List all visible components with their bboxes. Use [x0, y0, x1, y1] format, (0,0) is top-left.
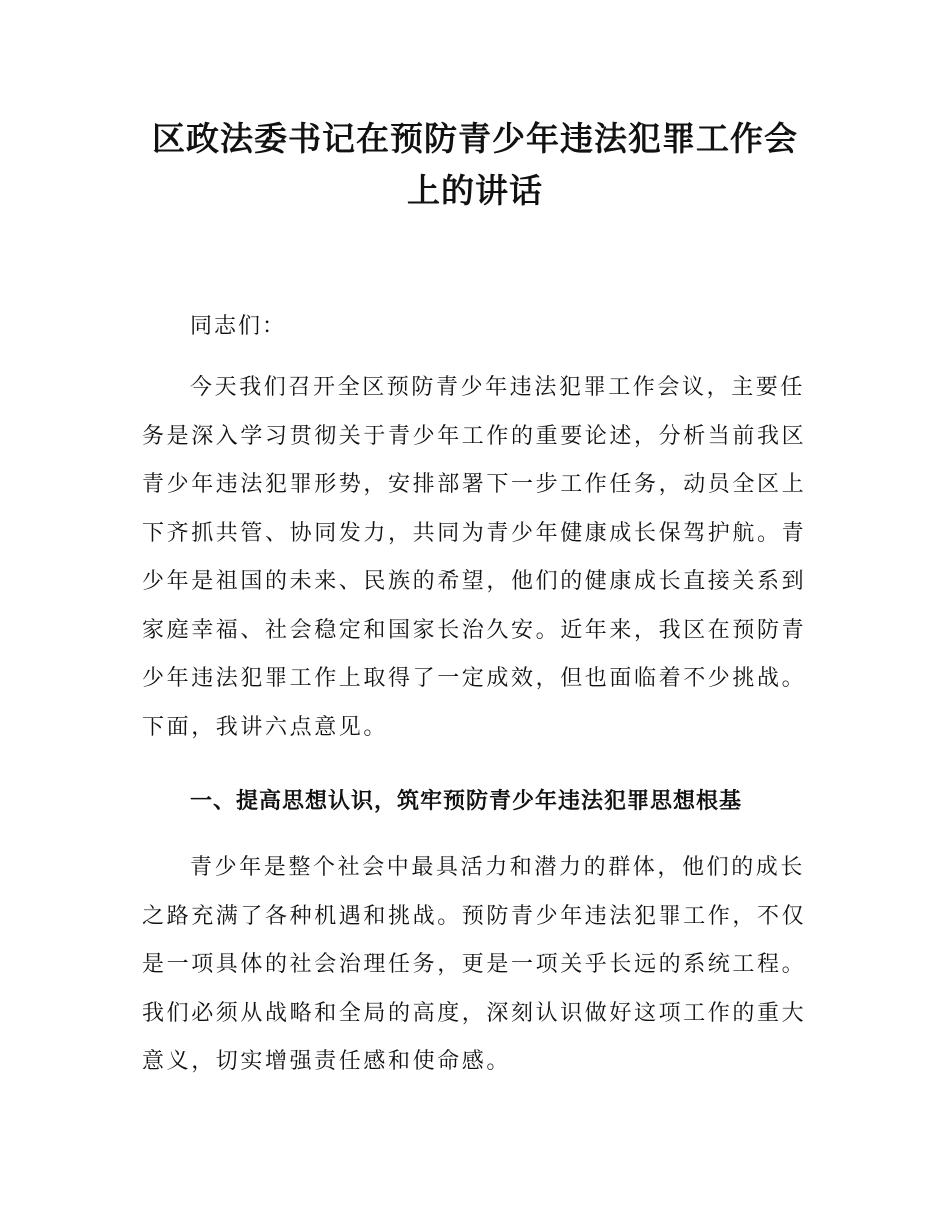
paragraph-line: 务是深入学习贯彻关于青少年工作的重要论述，分析当前我区: [142, 423, 807, 449]
paragraph-line: 少年是祖国的未来、民族的希望，他们的健康成长直接关系到: [142, 569, 807, 594]
paragraph-line: 少年违法犯罪工作上取得了一定成效，但也面临着不少挑战。: [142, 666, 807, 691]
title-line-1: 区政法委书记在预防青少年违法犯罪工作会: [152, 119, 798, 158]
document-title: [130, 113, 820, 217]
paragraph-line: 青少年违法犯罪形势，安排部署下一步工作任务，动员全区上: [142, 472, 807, 497]
paragraph-line: 今天我们召开全区预防青少年违法犯罪工作会议，主要任: [190, 375, 806, 400]
title-line-2: 上的讲话: [407, 171, 543, 210]
paragraph-intro: [142, 364, 812, 752]
paragraph-line: 是一项具体的社会治理任务，更是一项关乎长远的系统工程。: [142, 952, 807, 977]
paragraph-line: 家庭幸福、社会稳定和国家长治久安。近年来，我区在预防青: [142, 617, 807, 643]
paragraph-line: 下面，我讲六点意见。: [142, 714, 389, 740]
salutation: 同志们：: [190, 314, 287, 339]
paragraph-line: 我们必须从战略和全局的高度，深刻认识做好这项工作的重大: [142, 1000, 807, 1026]
paragraph-line: 意义，切实增强责任感和使命感。: [142, 1049, 512, 1074]
paragraph-section-1: [142, 844, 812, 1087]
paragraph-line: 之路充满了各种机遇和挑战。预防青少年违法犯罪工作，不仅: [142, 903, 807, 929]
section-heading-1: 一、提高思想认识，筑牢预防青少年违法犯罪思想根基: [190, 789, 743, 814]
paragraph-line: 下齐抓共管、协同发力，共同为青少年健康成长保驾护航。青: [142, 520, 807, 546]
paragraph-line: 青少年是整个社会中最具活力和潜力的群体，他们的成长: [190, 855, 806, 880]
